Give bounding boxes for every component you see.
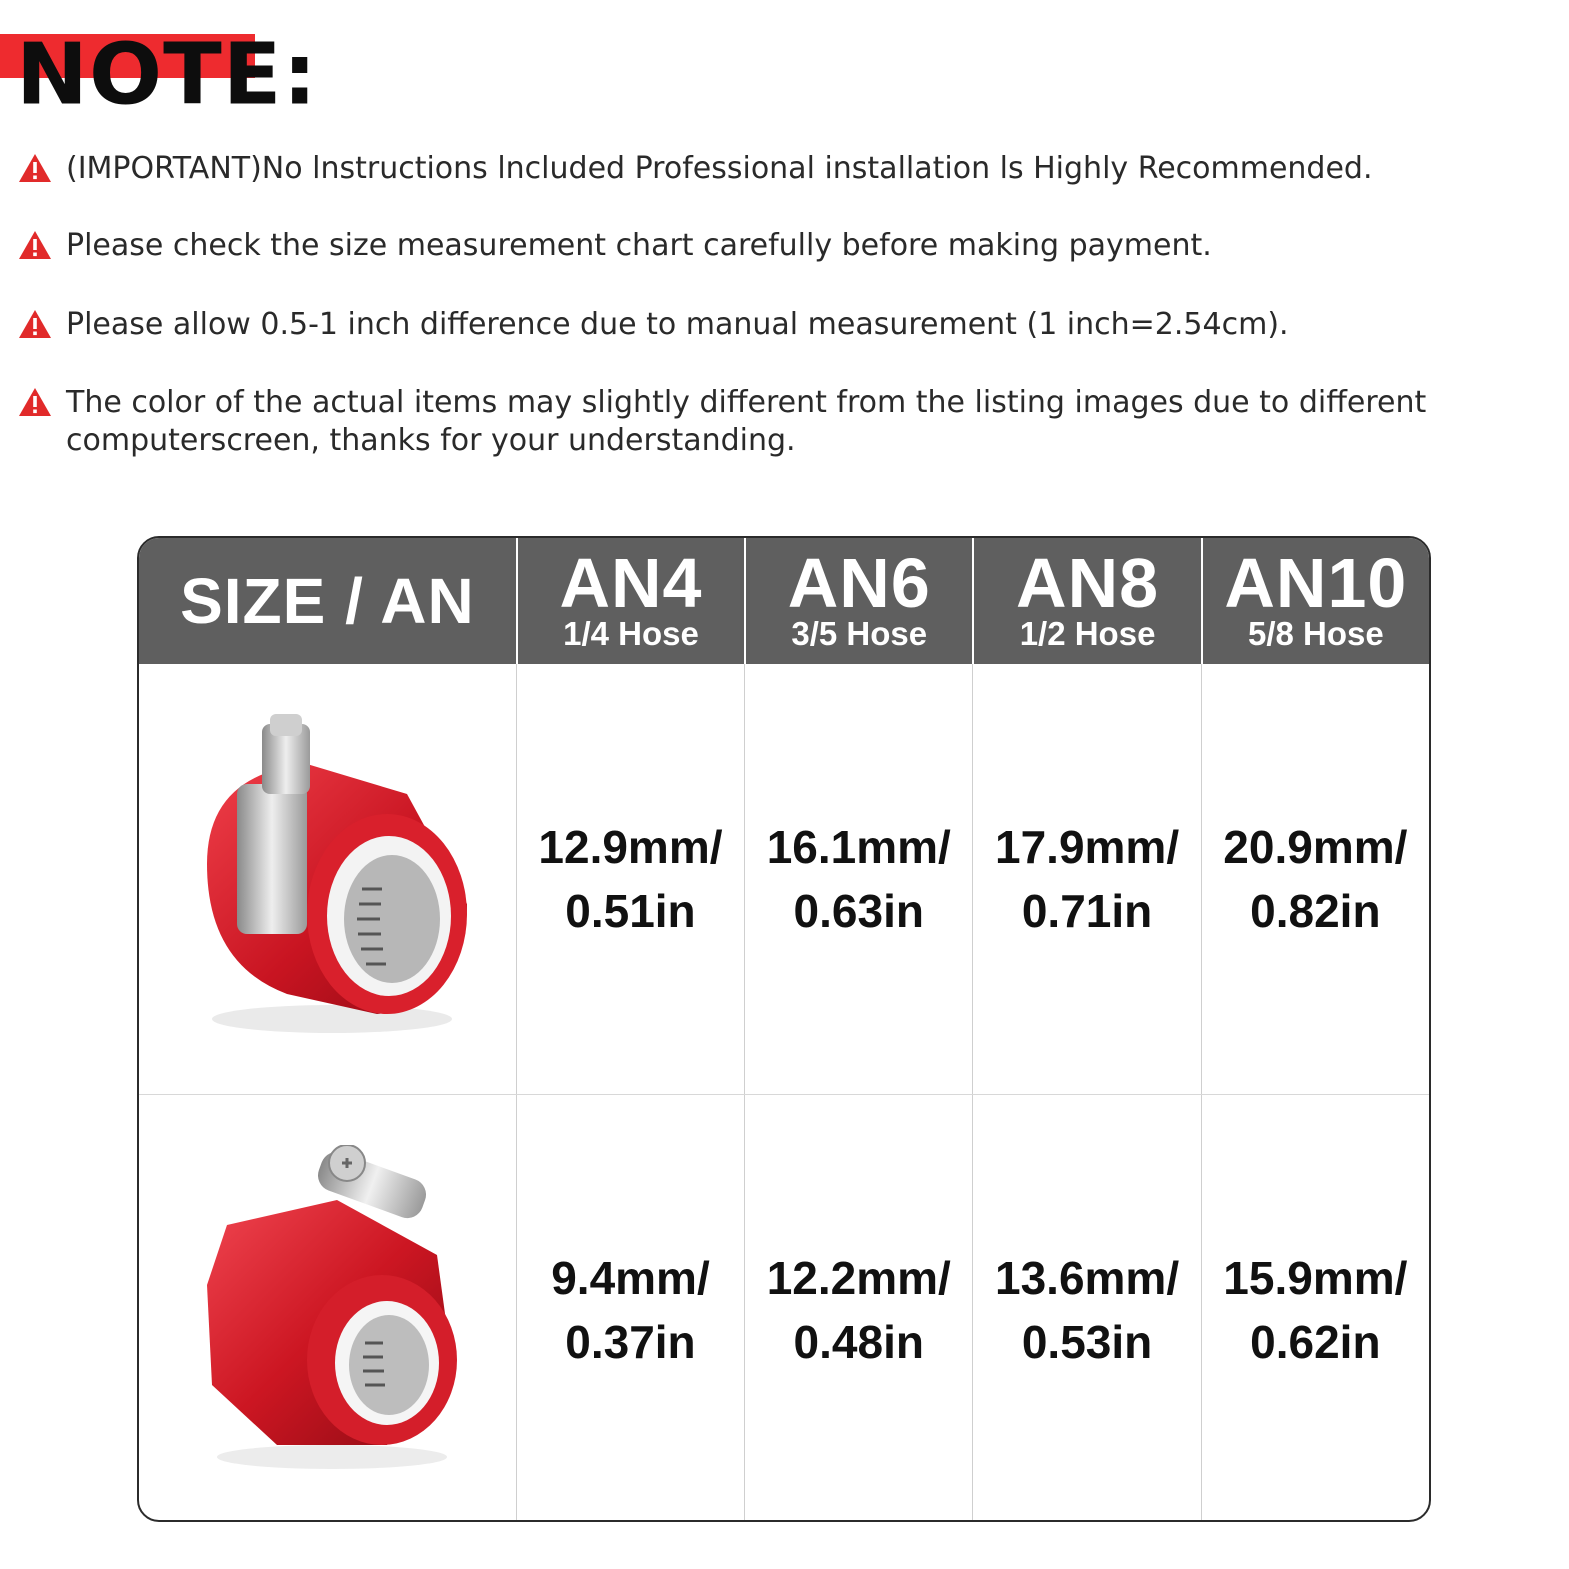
value-cell — [1201, 1095, 1429, 1522]
mm-value: 9.4mm/ — [551, 1252, 710, 1304]
warning-icon — [18, 309, 52, 339]
warning-icon — [18, 153, 52, 183]
hose-label: 5/8 Hose — [1247, 615, 1384, 652]
value-cell — [972, 664, 1200, 1094]
note-text: The color of the actual items may slightly different from the listing images due to different computerscreen, thanks for your understanding. — [66, 385, 1427, 458]
size-label: AN8 — [1016, 544, 1160, 622]
header-cell-an10 — [1201, 538, 1429, 664]
inch-value: 0.51in — [565, 885, 696, 937]
header-cell-an6 — [744, 538, 972, 664]
size-an-label: SIZE / AN — [180, 565, 475, 637]
mm-value: 17.9mm/ — [995, 821, 1180, 873]
header-cell-an4 — [516, 538, 744, 664]
hose-label: 1/4 Hose — [563, 615, 699, 652]
note-item — [18, 384, 1466, 460]
note-text: Please allow 0.5-1 inch difference due to manual measurement (1 inch=2.54cm). — [66, 307, 1289, 342]
note-title: NOTE: — [16, 26, 318, 124]
inch-value: 0.48in — [793, 1316, 924, 1368]
mm-value: 12.9mm/ — [538, 821, 723, 873]
inch-value: 0.63in — [793, 885, 924, 937]
note-item — [18, 227, 1466, 265]
value-cell — [516, 664, 744, 1094]
value-cell — [1201, 664, 1429, 1094]
hose-label: 1/2 Hose — [1019, 615, 1156, 652]
note-item — [18, 306, 1466, 344]
size-label: AN10 — [1224, 544, 1408, 622]
mm-value: 13.6mm/ — [995, 1252, 1180, 1304]
product-image-cell — [139, 664, 516, 1094]
warning-icon — [18, 387, 52, 417]
product-image-cell — [139, 1095, 516, 1522]
note-text: Please check the size measurement chart carefully before making payment. — [66, 228, 1212, 263]
mm-value: 20.9mm/ — [1223, 821, 1408, 873]
table-row — [139, 1095, 1429, 1522]
note-text: (IMPORTANT)No lnstructions lncluded Professional installation ls Highly Recommended. — [66, 151, 1373, 186]
size-label: AN6 — [787, 544, 931, 622]
red-hose-clamp-open-photo — [167, 714, 487, 1044]
value-cell — [516, 1095, 744, 1522]
inch-value: 0.37in — [565, 1316, 696, 1368]
mm-value: 12.2mm/ — [766, 1252, 951, 1304]
value-cell — [972, 1095, 1200, 1522]
size-chart-table — [137, 536, 1431, 1522]
size-label: AN4 — [559, 544, 703, 622]
value-cell — [744, 664, 972, 1094]
table-row — [139, 664, 1429, 1095]
inch-value: 0.82in — [1250, 885, 1381, 937]
table-header — [139, 538, 1429, 664]
inch-value: 0.53in — [1021, 1316, 1153, 1368]
header-cell-an8 — [972, 538, 1200, 664]
value-cell — [744, 1095, 972, 1522]
warning-icon — [18, 230, 52, 260]
mm-value: 15.9mm/ — [1223, 1252, 1408, 1304]
inch-value: 0.71in — [1021, 885, 1153, 937]
mm-value: 16.1mm/ — [766, 821, 951, 873]
inch-value: 0.62in — [1250, 1316, 1381, 1368]
red-hose-clamp-hex-photo — [167, 1145, 487, 1475]
header-corner-cell — [139, 538, 516, 664]
note-item — [18, 150, 1466, 188]
hose-label: 3/5 Hose — [791, 615, 928, 652]
